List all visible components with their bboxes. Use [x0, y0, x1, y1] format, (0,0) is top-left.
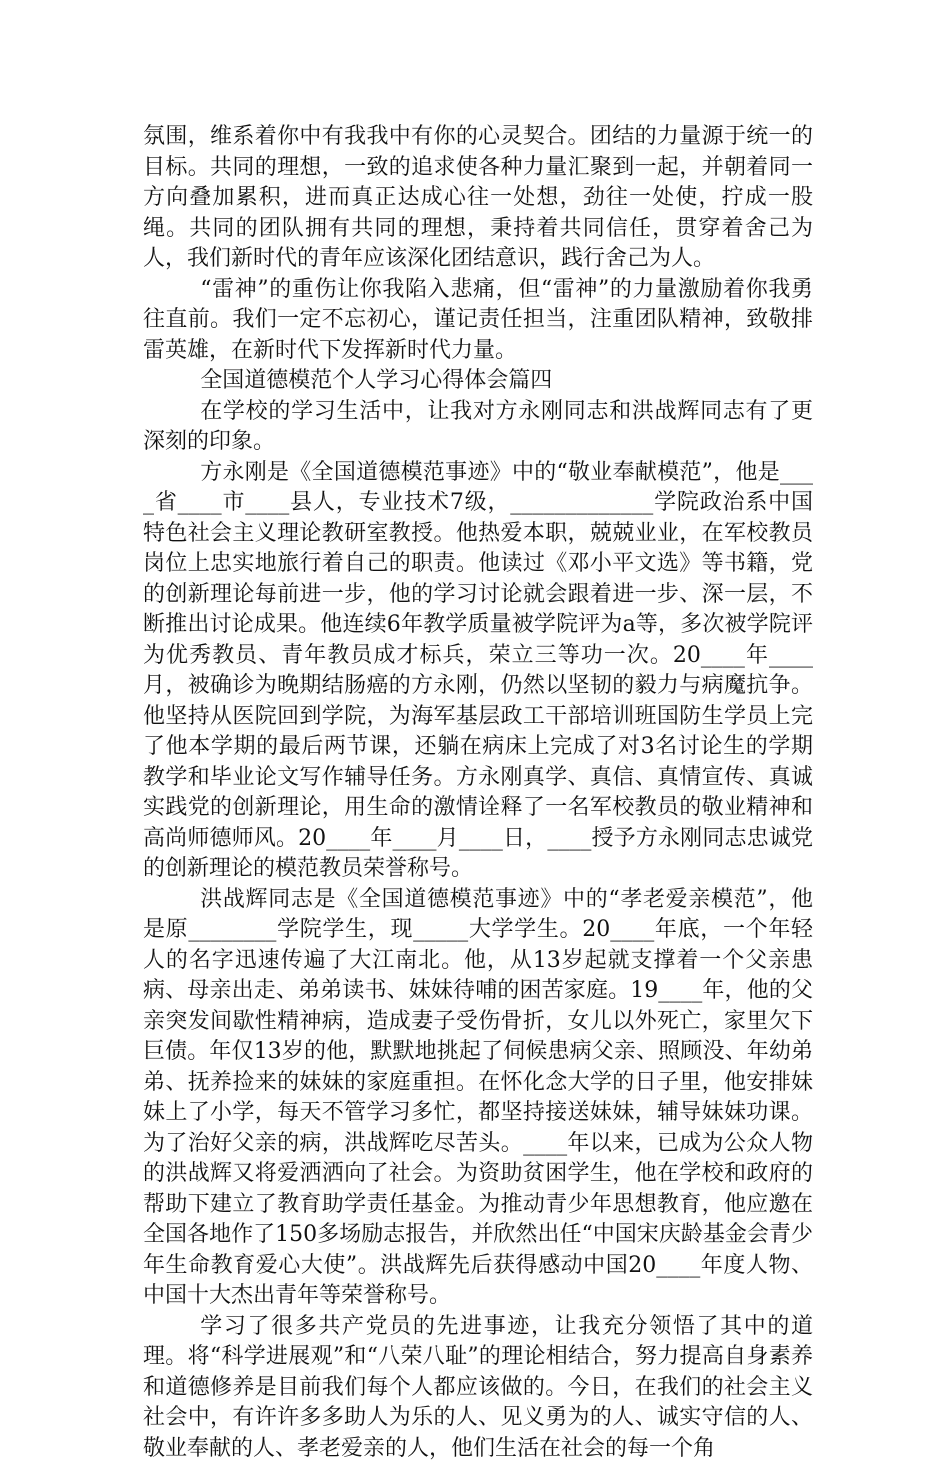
paragraph-fang-yonggang: 方永刚是《全国道德模范事迹》中的“敬业奉献模范”，他是____省____市____县人，专业技术7级，_____________学院政治系中国特色社会主义理论教研室教授。他热爱本职，兢兢业业，在军校教员岗位上忠实地旅行着自己的职责。他读过《邓小平文选》等书籍，党的创新理论每前进一步，他的学习讨论就会跟着进一步、深一层，不断推出讨论成果。他连续6年教学质量被学院评为a等，多次被学院评为优秀教员、青年教员成才标兵，荣立三等功一次。20____年____月，被确诊为晚期结肠癌的方永刚，仍然以坚韧的毅力与病魔抗争。他坚持从医院回到学院，为海军基层政工干部培训班国防生学员上完了他本学期的最后两节课，还躺在病床上完成了对3名讨论生的学期教学和毕业论文写作辅导任务。方永刚真学、真信、真情宣传、真诚实践党的创新理论，用生命的激情诠释了一名军校教员的敬业精神和高尚师德师风。20____年____月____日，____授予方永刚同志忠诚党的创新理论的模范教员荣誉称号。 [143, 458, 813, 885]
paragraph-hong-zhanhui: 洪战辉同志是《全国道德模范事迹》中的“孝老爱亲模范”，他是原________学院学生，现_____大学学生。20____年底，一个年轻人的名字迅速传遍了大江南北。他，从13岁起就支撑着一个父亲患病、母亲出走、弟弟读书、妹妹待哺的困苦家庭。19____年，他的父亲突发间歇性精神病，造成妻子受伤骨折，女儿以外死亡，家里欠下巨债。年仅13岁的他，默默地挑起了伺候患病父亲、照顾没、年幼弟弟、抚养捡来的妹妹的家庭重担。在怀化念大学的日子里，他安排妹妹上了小学，每天不管学习多忙，都坚持接送妹妹，辅导妹妹功课。为了治好父亲的病，洪战辉吃尽苦头。____年以来，已成为公众人物的洪战辉又将爱洒洒向了社会。为资助贫困学生，他在学校和政府的帮助下建立了教育助学责任基金。为推动青少年思想教育，他应邀在全国各地作了150多场励志报告，并欣然出任“中国宋庆龄基金会青少年生命教育爱心大使”。洪战辉先后获得感动中国20____年度人物、中国十大杰出青年等荣誉称号。 [143, 885, 813, 1312]
section-heading: 全国道德模范个人学习心得体会篇四 [143, 366, 813, 397]
paragraph-unity: 氛围，维系着你中有我我中有你的心灵契合。团结的力量源于统一的目标。共同的理想，一致的追求使各种力量汇聚到一起，并朝着同一方向叠加累积，进而真正达成心往一处想，劲往一处使，拧成一股绳。共同的团队拥有共同的理想，秉持着共同信任，贯穿着舍己为人，我们新时代的青年应该深化团结意识，践行舍己为人。 [143, 122, 813, 275]
document-page [143, 122, 813, 1464]
paragraph-school-life: 在学校的学习生活中，让我对方永刚同志和洪战辉同志有了更深刻的印象。 [143, 397, 813, 458]
paragraph-thunder-god: “雷神”的重伤让你我陷入悲痛，但“雷神”的力量激励着你我勇往直前。我们一定不忘初心，谨记责任担当，注重团队精神，致敬排雷英雄，在新时代下发挥新时代力量。 [143, 275, 813, 367]
paragraph-conclusion: 学习了很多共产党员的先进事迹，让我充分领悟了其中的道理。将“科学进展观”和“八荣八耻”的理论相结合，努力提高自身素养和道德修养是目前我们每个人都应该做的。今日，在我们的社会主义社会中，有许许多多助人为乐的人、见义勇为的人、诚实守信的人、敬业奉献的人、孝老爱亲的人，他们生活在社会的每一个角 [143, 1312, 813, 1464]
